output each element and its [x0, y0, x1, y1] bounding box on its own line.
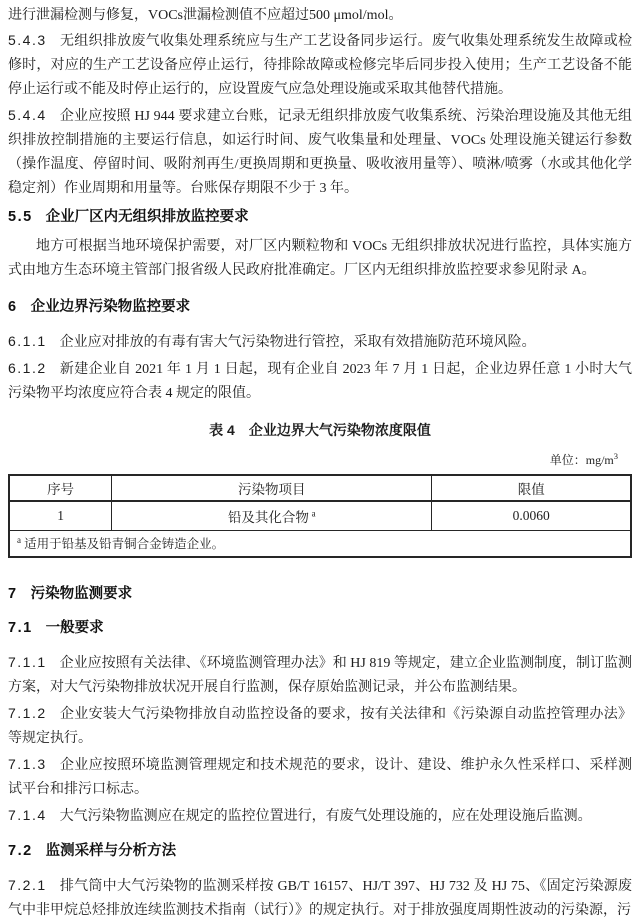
clause-text: 企业应按照 HJ 944 要求建立台账，记录无组织排放废气收集系统、污染治理设施及其他无组织排放控制措施的主要运行信息，如运行时间、废气收集量和处理量、VOCs 处理设施关键运行参数（操作温度、停留时间、吸附剂再生/更换周期和更换量、吸收液用量等）、喷淋/喷雾（水或其他化学稳定剂）作业周期和用量等。台账保存期限不少于 3 年。	[8, 109, 632, 196]
clause-text: 排气筒中大气污染物的监测采样按 GB/T 16157、HJ/T 397、HJ 732 及 HJ 75、《固定污染源废气中非甲烷总烃排放连续监测技术指南（试行）》的规定执行。对于排放强度周期性波动的污染源，污	[8, 879, 632, 918]
clause-number: 7.2.1	[8, 877, 47, 893]
heading-6	[8, 297, 632, 317]
table4	[8, 474, 632, 558]
unit-value: mg/m	[585, 453, 614, 467]
pollutant-footnote-marker: a	[311, 508, 316, 519]
heading-7-1	[8, 618, 632, 638]
table4-title: 表 4 企业边界大气污染物浓度限值	[209, 422, 431, 438]
heading-5-5	[8, 207, 632, 227]
heading-title: 企业边界污染物监控要求	[30, 299, 191, 315]
heading-number: 6	[8, 299, 18, 315]
clause-text: 新建企业自 2021 年 1 月 1 日起，现有企业自 2023 年 7 月 1 日起，企业边界任意 1 小时大气污染物平均浓度应符合表 4 规定的限值。	[8, 362, 632, 401]
cell-pollutant	[112, 501, 432, 530]
cell-limit: 0.0060	[432, 501, 631, 530]
heading-title: 企业厂区内无组织排放监控要求	[45, 209, 249, 225]
heading-number: 7.1	[8, 620, 33, 636]
clause-7-1-2	[8, 701, 632, 751]
clause-5-4-3	[8, 28, 632, 102]
clause-text: 企业安装大气污染物排放自动监控设备的要求，按有关法律和《污染源自动监控管理办法》等规定执行。	[8, 707, 632, 746]
clause-text: 企业应按照有关法律、《环境监测管理办法》和 HJ 819 等规定，建立企业监测制度，制订监测方案，对大气污染物排放状况开展自行监测，保存原始监测记录，并公布监测结果。	[8, 656, 632, 695]
column-header-limit: 限值	[432, 475, 631, 501]
clause-6-1-2	[8, 356, 632, 406]
clause-text: 企业应对排放的有毒有害大气污染物进行管控，采取有效措施防范环境风险。	[59, 335, 536, 350]
footnote-text: 适用于铅基及铅青铜合金铸造企业。	[24, 537, 225, 552]
heading-number: 5.5	[8, 209, 33, 225]
clause-number: 7.1.1	[8, 654, 47, 670]
heading-7	[8, 584, 632, 604]
clause-number: 7.1.2	[8, 705, 47, 721]
table-footnote	[9, 530, 631, 557]
clause-6-1-1	[8, 329, 632, 355]
table4-unit	[8, 448, 632, 468]
cell-no: 1	[9, 501, 112, 530]
heading-title: 监测采样与分析方法	[45, 843, 177, 859]
paragraph-continuation: 进行泄漏检测与修复，VOCs泄漏检测值不应超过500 μmol/mol。	[8, 8, 403, 23]
paragraph-5-5: 地方可根据当地环境保护需要，对厂区内颗粒物和 VOCs 无组织排放状况进行监控，具体实施方式由地方生态环境主管部门报省级人民政府批准确定。厂区内无组织排放监控要求参见附录 A。	[8, 239, 632, 278]
clause-number: 7.1.3	[8, 756, 47, 772]
unit-superscript: 3	[613, 451, 618, 461]
clause-5-4-4	[8, 103, 632, 201]
heading-number: 7.2	[8, 843, 33, 859]
unit-label: 单位：	[549, 453, 586, 467]
footnote-marker: a	[17, 535, 21, 546]
clause-text: 企业应按照环境监测管理规定和技术规范的要求，设计、建设、维护永久性采样口、采样测试平台和排污口标志。	[8, 758, 632, 797]
heading-title: 污染物监测要求	[30, 586, 133, 602]
heading-7-2	[8, 841, 632, 861]
table-footnote-row	[9, 530, 631, 557]
clause-number: 5.4.3	[8, 32, 47, 48]
clause-text: 大气污染物监测应在规定的监控位置进行，有废气处理设施的，应在处理设施后监测。	[59, 809, 592, 824]
clause-number: 6.1.1	[8, 333, 47, 349]
clause-7-2-1	[8, 873, 632, 923]
clause-7-1-1	[8, 650, 632, 700]
clause-7-1-3	[8, 752, 632, 802]
clause-number: 7.1.4	[8, 807, 47, 823]
pollutant-name: 铅及其化合物	[227, 509, 309, 525]
clause-number: 6.1.2	[8, 360, 47, 376]
heading-number: 7	[8, 586, 18, 602]
clause-text: 无组织排放废气收集处理系统应与生产工艺设备同步运行。废气收集处理系统发生故障或检修时，对应的生产工艺设备应停止运行，待排除故障或检修完毕后同步投入使用；生产工艺设备不能停止运行或不能及时停止运行的，应设置废气应急处理设施或采取其他替代措施。	[8, 34, 632, 97]
clause-number: 5.4.4	[8, 107, 47, 123]
clause-7-1-4	[8, 803, 632, 829]
column-header-pollutant: 污染物项目	[112, 475, 432, 501]
table-header-row	[9, 475, 631, 501]
heading-title: 一般要求	[45, 620, 104, 636]
column-header-no: 序号	[9, 475, 112, 501]
table-row	[9, 501, 631, 530]
